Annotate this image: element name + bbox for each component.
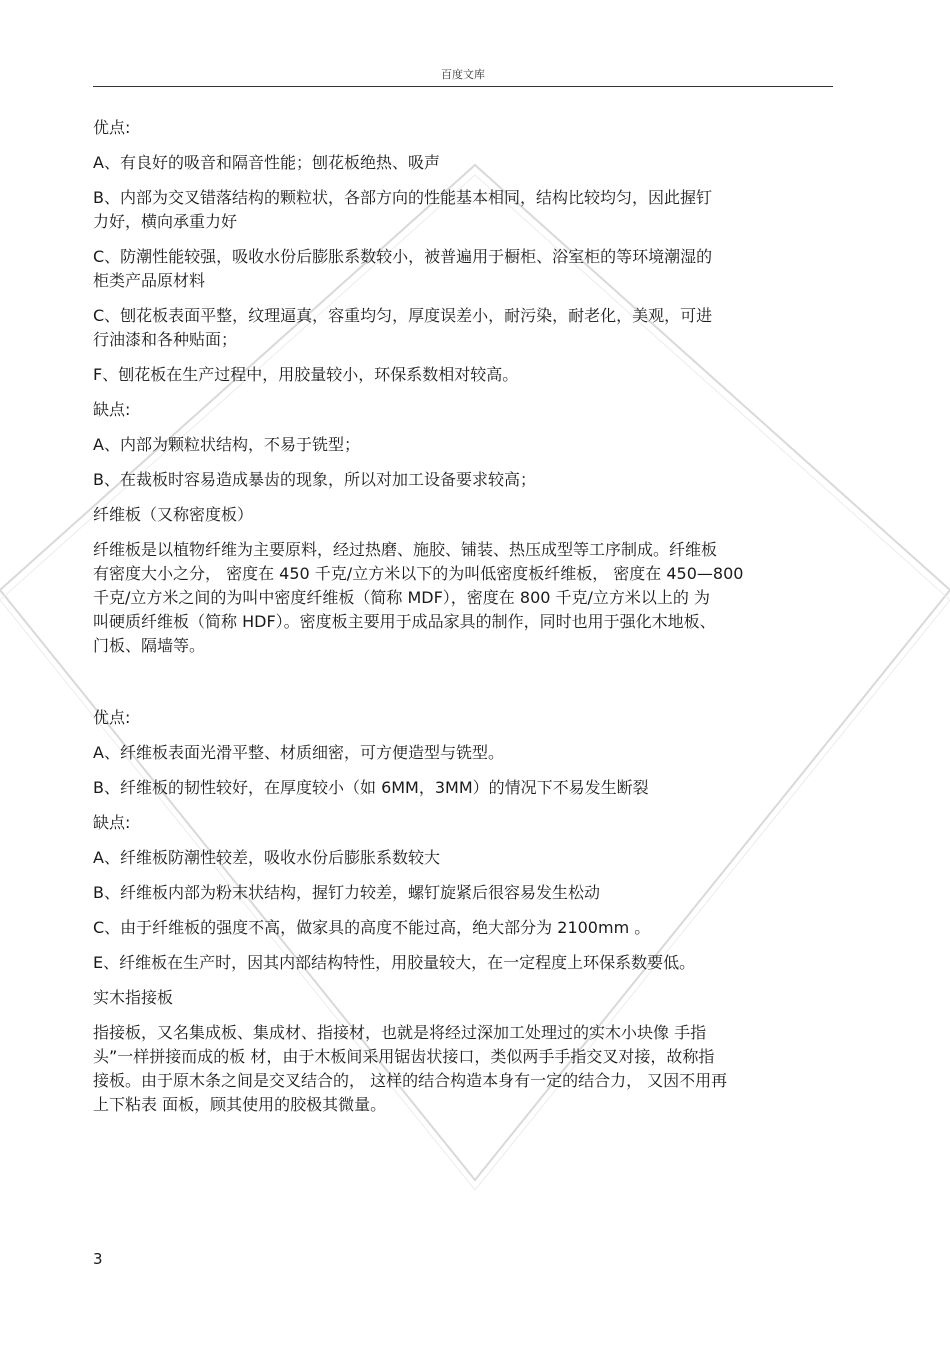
paragraph: A、有良好的吸音和隔音性能；刨花板绝热、吸声 [93,153,440,172]
paragraph: A、内部为颗粒状结构，不易于铣型； [93,435,360,454]
paragraph: 上下粘表 面板，顾其使用的胶极其微量。 [93,1095,387,1114]
paragraph: C、防潮性能较强，吸收水份后膨胀系数较小，被普遍用于橱柜、浴室柜的等环境潮湿的 [93,247,713,266]
section-heading: 纤维板（又称密度板） [93,505,254,524]
paragraph: F、刨花板在生产过程中，用胶量较小，环保系数相对较高。 [93,365,519,384]
paragraph: A、纤维板表面光滑平整、材质细密，可方便造型与铣型。 [93,743,504,762]
paragraph: 接板。由于原木条之间是交叉结合的， 这样的结合构造本身有一定的结合力， 又因不用再 [93,1071,728,1090]
page-number: 3 [93,1250,103,1268]
paragraph: 优点: [93,708,131,727]
paragraph: 缺点: [93,813,131,832]
paragraph: 纤维板是以植物纤维为主要原料，经过热磨、施胶、铺装、热压成型等工序制成。纤维板 [93,540,718,559]
paragraph: 头”一样拼接而成的板 材，由于木板间采用锯齿状接口，类似两手手指交叉对接，故称指 [93,1047,715,1066]
paragraph: 叫硬质纤维板（简称 HDF）。密度板主要用于成品家具的制作，同时也用于强化木地板、 [93,612,716,631]
paragraph: 优点: [93,118,131,137]
paragraph: B、内部为交叉错落结构的颗粒状，各部方向的性能基本相同，结构比较均匀，因此握钉 [93,188,712,207]
paragraph: A、纤维板防潮性较差，吸收水份后膨胀系数较大 [93,848,440,867]
document-body [93,116,833,1117]
page-header: 百度文库 [441,68,485,81]
paragraph: 缺点: [93,400,131,419]
paragraph: C、由于纤维板的强度不高，做家具的高度不能过高，绝大部分为 2100mm 。 [93,918,651,937]
paragraph: 有密度大小之分， 密度在 450 千克/立方米以下的为叫低密度板纤维板， 密度在 450—800 [93,564,744,583]
paragraph: 力好，横向承重力好 [93,212,238,231]
paragraph: 柜类产品原材料 [93,271,206,290]
paragraph: 行油漆和各种贴面； [93,330,238,349]
paragraph: 门板、隔墙等。 [93,636,206,655]
paragraph: C、刨花板表面平整，纹理逼真，容重均匀，厚度误差小，耐污染，耐老化，美观，可进 [93,306,713,325]
paragraph: B、在裁板时容易造成暴齿的现象，所以对加工设备要求较高； [93,470,536,489]
header-rule [93,86,833,87]
paragraph: E、纤维板在生产时，因其内部结构特性，用胶量较大，在一定程度上环保系数要低。 [93,953,696,972]
section-heading: 实木指接板 [93,988,174,1007]
paragraph: 指接板，又名集成板、集成材、指接材，也就是将经过深加工处理过的实木小块像 手指 [93,1023,707,1042]
paragraph: B、纤维板内部为粉末状结构，握钉力较差，螺钉旋紧后很容易发生松动 [93,883,600,902]
paragraph: B、纤维板的韧性较好，在厚度较小（如 6MM，3MM）的情况下不易发生断裂 [93,778,649,797]
paragraph: 千克/立方米之间的为叫中密度纤维板（简称 MDF），密度在 800 千克/立方米以上的 为 [93,588,710,607]
